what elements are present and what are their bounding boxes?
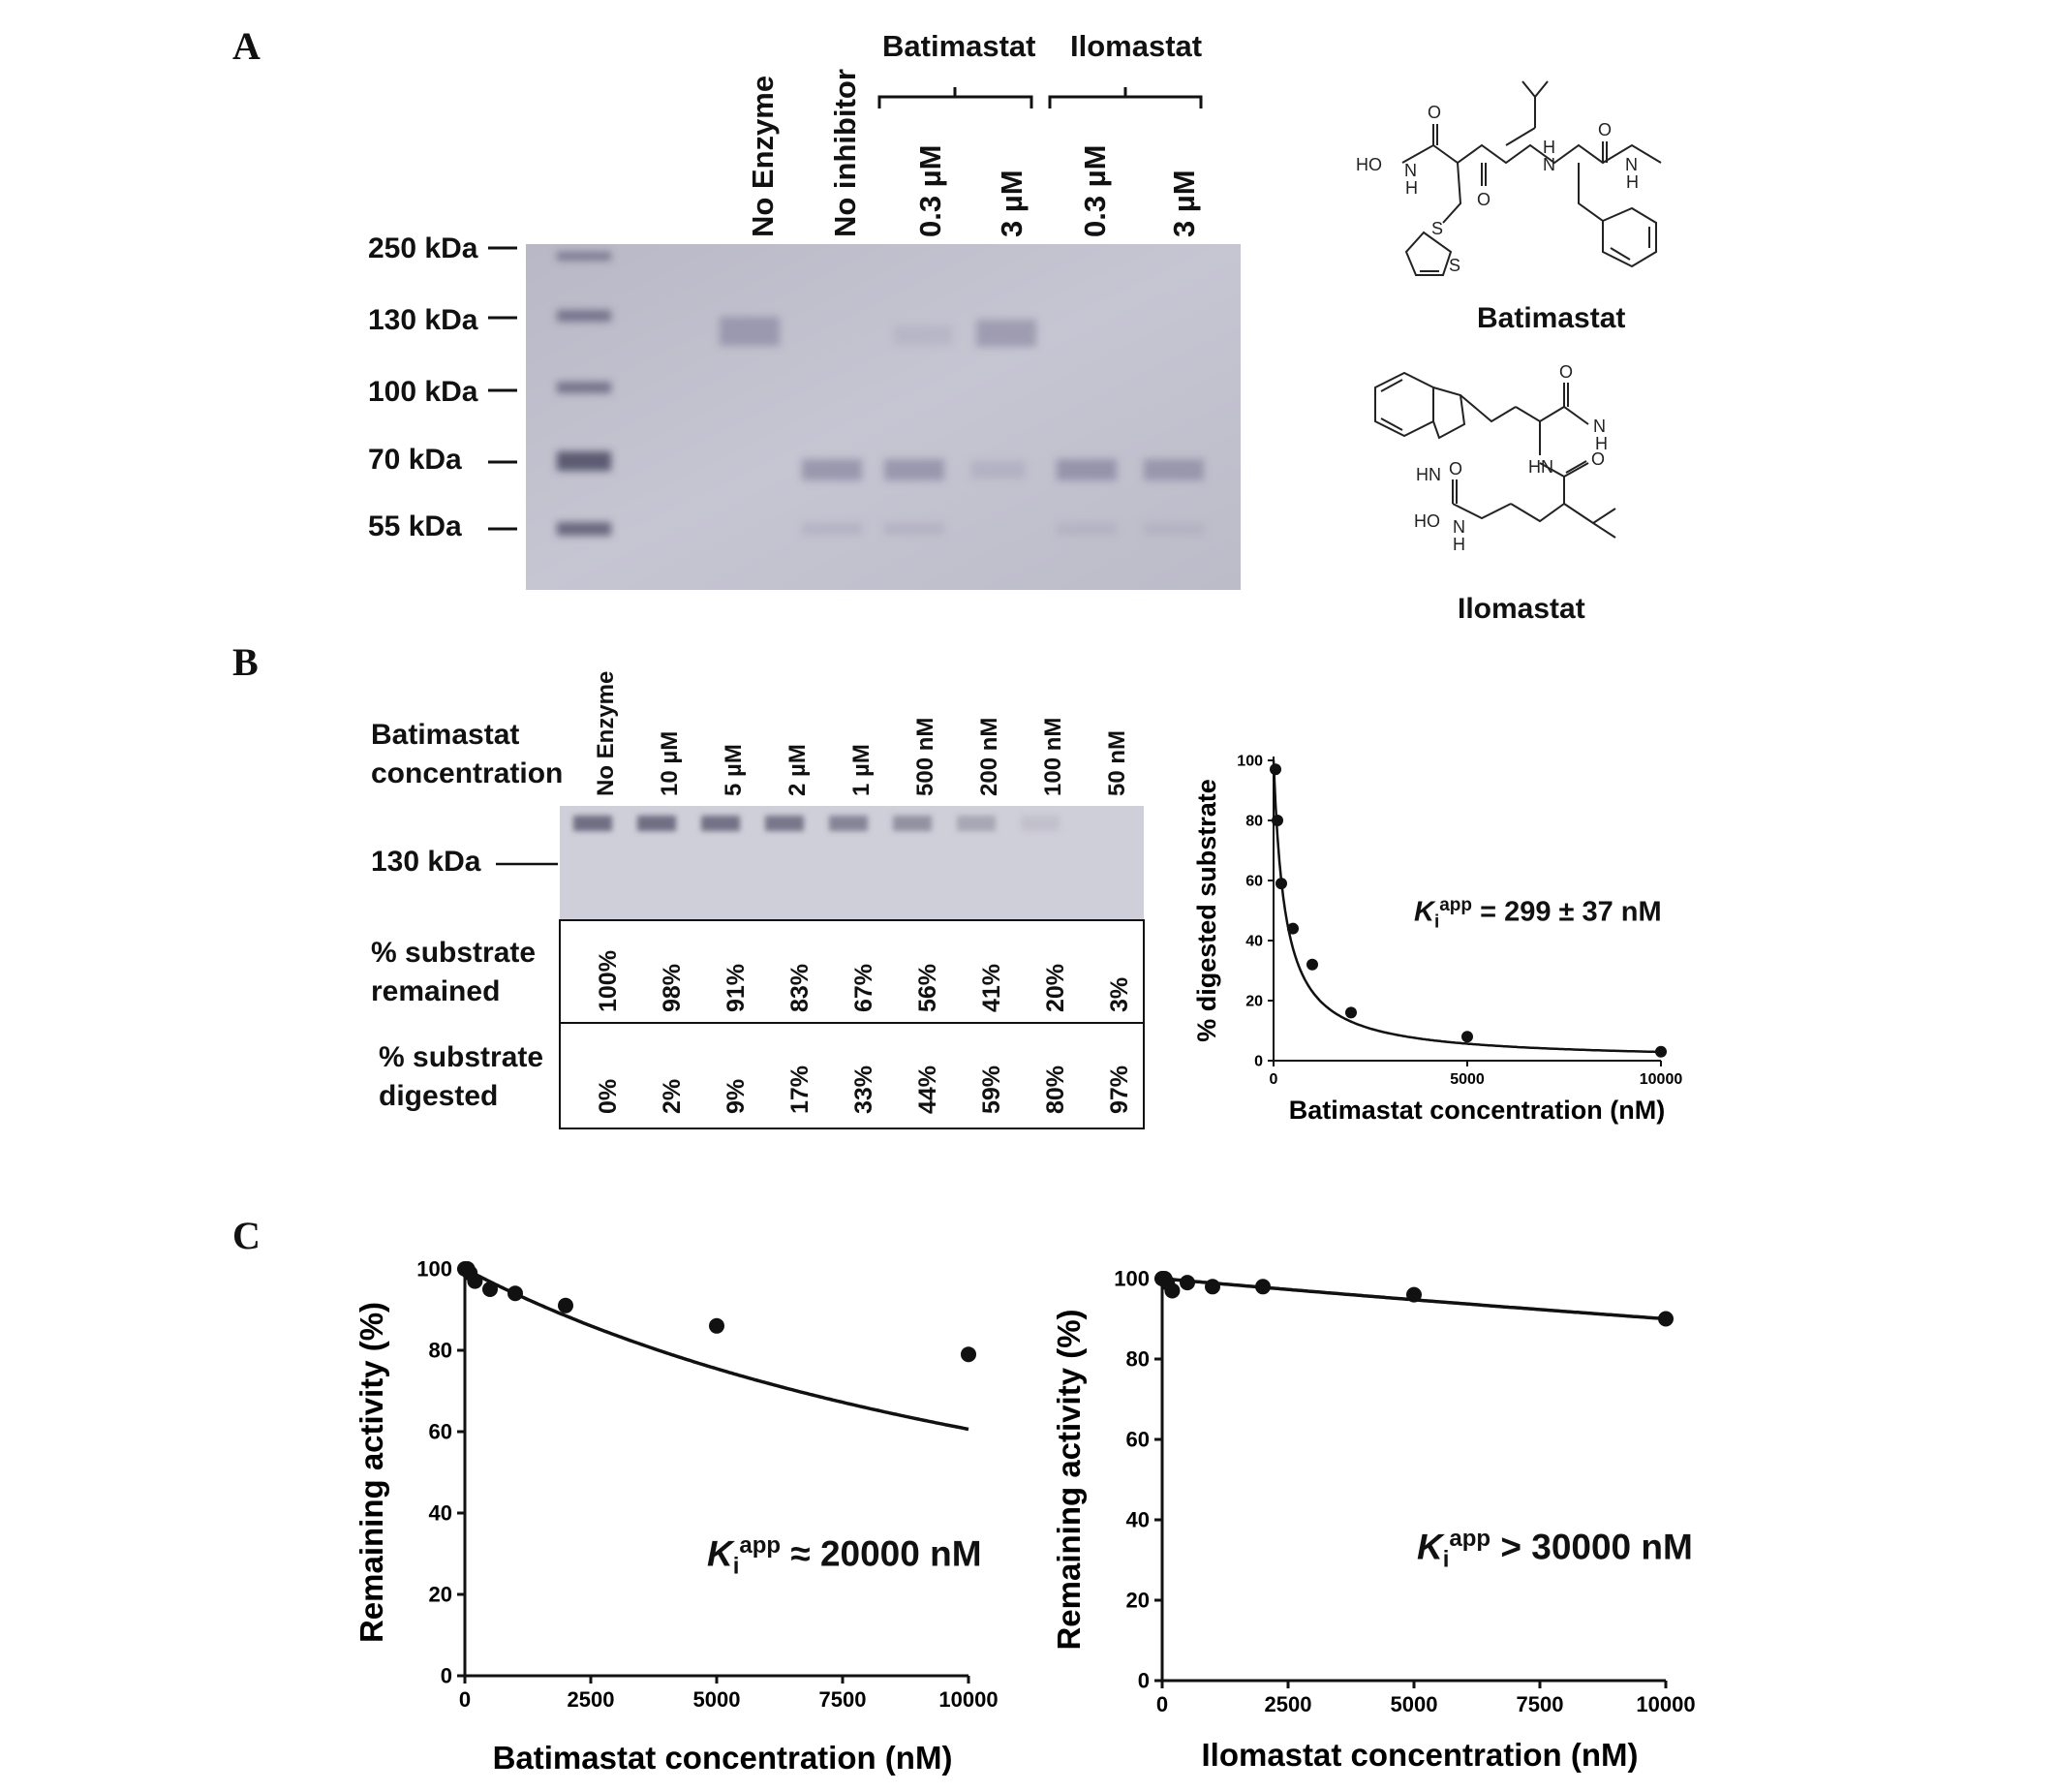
ilomastat-atom-o2: O (1591, 449, 1606, 469)
y-tick-label: 40 (1245, 933, 1263, 950)
x-tick-label: 10000 (938, 1687, 999, 1712)
ilomastat-atom-h1: H (1595, 434, 1608, 453)
y-tick-label: 60 (1125, 1427, 1150, 1452)
x-axis-label: Batimastat concentration (nM) (492, 1740, 953, 1776)
y-tick-label: 0 (1254, 1053, 1263, 1070)
b-concentration-label-2: concentration (371, 757, 564, 789)
batimastat-structure-label: Batimastat (1477, 302, 1626, 334)
y-tick-label: 80 (428, 1338, 452, 1363)
panel-b-letter: B (232, 640, 259, 684)
data-point (709, 1318, 724, 1334)
data-point (1180, 1275, 1195, 1290)
b-concentration-label-1: Batimastat (371, 719, 520, 751)
b-digested-0: 0% (595, 1078, 622, 1114)
lane-label-bat-3: 3 µM (995, 170, 1029, 237)
b-digested-6: 59% (978, 1065, 1005, 1114)
b-remained-label-2: remained (371, 975, 501, 1007)
b-lane-500nm: 500 nM (912, 717, 938, 796)
ilomastat-atom-n1: N (1593, 417, 1606, 436)
ilomastat-structure-label: Ilomastat (1458, 593, 1585, 625)
b-digested-8: 97% (1106, 1065, 1133, 1114)
b-remained-label-1: % substrate (371, 937, 537, 969)
b-lane-100nm: 100 nM (1040, 717, 1066, 796)
b-ki-sub: i (1433, 911, 1440, 933)
c-right-ki-k: K (1417, 1527, 1443, 1567)
b-digested-label-1: % substrate (379, 1041, 544, 1073)
c-right-ki-sup: app (1449, 1526, 1491, 1552)
y-tick-label: 100 (1237, 753, 1263, 770)
c-left-ki-annotation (707, 1532, 982, 1581)
data-point (1658, 1312, 1674, 1327)
y-tick-label: 0 (1137, 1668, 1150, 1693)
y-tick-label: 100 (416, 1256, 452, 1282)
y-tick-label: 60 (1245, 873, 1263, 890)
panel-c-letter: C (232, 1214, 261, 1257)
marker-55: 55 kDa (368, 510, 462, 542)
b-remained-4: 67% (850, 963, 877, 1012)
ilomastat-atom-hn2: HN (1528, 457, 1553, 477)
data-point (1205, 1279, 1220, 1294)
x-tick-label: 5000 (1450, 1071, 1485, 1088)
b-digested-1: 2% (659, 1078, 686, 1114)
lane-label-bat-03: 0.3 µM (913, 144, 947, 237)
x-tick-label: 7500 (1516, 1692, 1564, 1716)
b-ki-sup: app (1439, 895, 1473, 915)
batimastat-atom-n1: N (1404, 161, 1417, 180)
x-tick-label: 5000 (692, 1687, 741, 1712)
batimastat-atom-s2: S (1449, 256, 1461, 275)
y-tick-label: 100 (1114, 1266, 1150, 1291)
b-lane-2um: 2 µM (784, 744, 811, 796)
b-remained-1: 98% (659, 963, 686, 1012)
data-point (1272, 815, 1283, 826)
batimastat-atom-o3: O (1598, 120, 1613, 139)
x-tick-label: 0 (1269, 1071, 1278, 1088)
b-digested-3: 17% (786, 1065, 814, 1114)
x-tick-label: 0 (1155, 1692, 1169, 1716)
marker-250: 250 kDa (368, 232, 478, 264)
data-point (1406, 1287, 1422, 1303)
ilomastat-atom-o3: O (1449, 459, 1463, 479)
data-point (1345, 1006, 1357, 1018)
batimastat-atom-h2: H (1543, 138, 1555, 157)
data-point (1275, 878, 1287, 889)
ilomastat-atom-o1: O (1559, 362, 1574, 382)
data-point (1287, 923, 1299, 935)
b-lane-5um: 5 µM (721, 744, 747, 796)
b-band-label: 130 kDa (371, 846, 481, 878)
lane-label-ilo-03: 0.3 µM (1078, 144, 1112, 237)
batimastat-atom-ho: HO (1356, 155, 1382, 174)
data-point (482, 1282, 498, 1297)
group-label-batimastat: Batimastat (882, 29, 1036, 63)
lane-label-no-inhibitor: No inhibitor (828, 69, 862, 237)
y-axis-label: % digested substrate (1192, 779, 1221, 1042)
lane-label-ilo-3: 3 µM (1167, 170, 1201, 237)
x-axis-label: Batimastat concentration (nM) (1288, 1096, 1666, 1125)
data-point (507, 1285, 523, 1301)
x-tick-label: 7500 (818, 1687, 867, 1712)
ilomastat-atom-n2: N (1453, 517, 1465, 537)
c-right-ki-sub: i (1442, 1546, 1450, 1573)
data-point (1164, 1282, 1180, 1298)
x-tick-label: 5000 (1390, 1692, 1438, 1716)
batimastat-atom-o1: O (1428, 103, 1442, 122)
ilomastat-atom-ho: HO (1414, 511, 1440, 531)
group-label-ilomastat: Ilomastat (1070, 29, 1203, 63)
b-lane-no-enzyme: No Enzyme (593, 670, 619, 796)
y-axis-label: Remaining activity (%) (353, 1301, 389, 1644)
c-right-ki-annotation (1417, 1526, 1693, 1574)
batimastat-atom-o2: O (1477, 190, 1491, 209)
lane-label-no-enzyme: No Enzyme (746, 75, 780, 237)
x-tick-label: 10000 (1636, 1692, 1696, 1716)
batimastat-atom-s1: S (1431, 219, 1444, 238)
marker-70: 70 kDa (368, 444, 462, 476)
b-remained-8: 3% (1106, 976, 1133, 1012)
ilomastat-atom-hn1: HN (1416, 465, 1441, 484)
b-ki-value: = 299 ± 37 nM (1472, 896, 1662, 928)
x-axis-label: Ilomastat concentration (nM) (1201, 1737, 1639, 1773)
c-right-ki-value: > 30000 nM (1490, 1527, 1693, 1567)
b-remained-6: 41% (978, 963, 1005, 1012)
batimastat-atom-n2: N (1543, 155, 1555, 174)
y-tick-label: 20 (428, 1582, 452, 1607)
data-point (961, 1346, 976, 1362)
y-axis-label: Remaining activity (%) (1051, 1309, 1087, 1651)
batimastat-atom-n3: N (1625, 155, 1638, 174)
x-tick-label: 2500 (1264, 1692, 1312, 1716)
y-tick-label: 60 (428, 1419, 452, 1444)
c-left-ki-k: K (707, 1533, 733, 1574)
data-point (1270, 763, 1281, 775)
y-tick-label: 40 (428, 1500, 452, 1526)
b-digested-5: 44% (914, 1065, 941, 1114)
marker-100: 100 kDa (368, 376, 478, 408)
y-tick-label: 80 (1245, 813, 1263, 830)
b-lane-50nm: 50 nM (1104, 729, 1130, 796)
b-lane-1um: 1 µM (848, 744, 875, 796)
data-point (558, 1298, 573, 1313)
c-left-ki-value: ≈ 20000 nM (781, 1533, 982, 1574)
b-digested-label-2: digested (379, 1080, 499, 1112)
y-tick-label: 40 (1125, 1507, 1150, 1532)
chart-c-right-ilomastat (1051, 1250, 1753, 1792)
b-ki-k: K (1414, 896, 1434, 928)
y-tick-label: 20 (1125, 1588, 1150, 1613)
ilomastat-atom-h2: H (1453, 535, 1465, 554)
x-tick-label: 0 (458, 1687, 472, 1712)
b-digested-4: 33% (850, 1065, 877, 1114)
x-tick-label: 10000 (1639, 1071, 1683, 1088)
b-remained-7: 20% (1042, 963, 1069, 1012)
b-remained-3: 83% (786, 963, 814, 1012)
x-tick-label: 2500 (567, 1687, 615, 1712)
b-lane-200nm: 200 nM (976, 717, 1002, 796)
y-tick-label: 0 (440, 1663, 452, 1688)
b-digested-2: 9% (722, 1078, 750, 1114)
marker-130: 130 kDa (368, 304, 478, 336)
data-point (467, 1274, 482, 1289)
batimastat-atom-h3: H (1626, 172, 1639, 192)
chart-b-digestion (1182, 746, 1724, 1162)
data-point (1655, 1046, 1667, 1058)
b-remained-2: 91% (722, 963, 750, 1012)
c-left-ki-sup: app (739, 1532, 782, 1559)
b-ki-annotation (1414, 895, 1662, 933)
fit-curve (465, 1269, 968, 1430)
b-remained-5: 56% (914, 963, 941, 1012)
y-tick-label: 20 (1245, 993, 1263, 1010)
c-left-ki-sub: i (732, 1553, 740, 1580)
data-point (1306, 959, 1318, 971)
panel-a-letter: A (232, 24, 261, 68)
data-point (1461, 1031, 1473, 1042)
batimastat-atom-h1: H (1405, 178, 1418, 198)
b-lane-10um: 10 µM (657, 730, 683, 796)
data-point (1255, 1279, 1271, 1294)
y-tick-label: 80 (1125, 1346, 1150, 1372)
chart-c-left-batimastat (349, 1250, 1046, 1792)
b-remained-0: 100% (595, 950, 622, 1012)
b-digested-7: 80% (1042, 1065, 1069, 1114)
